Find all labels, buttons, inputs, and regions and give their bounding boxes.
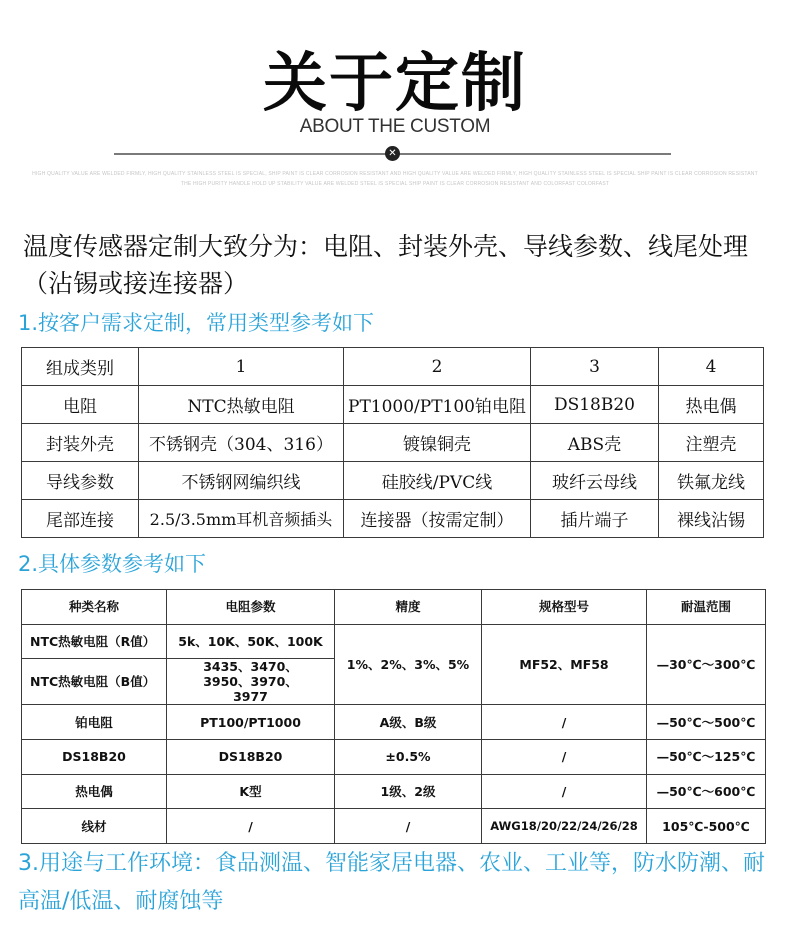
table-row — [22, 624, 766, 659]
customization-options-table — [21, 347, 764, 538]
column-header: 种类名称 — [22, 590, 167, 625]
table-cell: 2 — [344, 348, 531, 386]
table-cell: 3 — [531, 348, 659, 386]
table-cell: PT1000/PT100铂电阻 — [344, 386, 531, 424]
table-cell: 4 — [659, 348, 764, 386]
table-cell: 组成类别 — [22, 348, 139, 386]
table-header-row — [22, 590, 766, 625]
table-cell: DS18B20 — [22, 740, 167, 775]
table-cell: 镀镍铜壳 — [344, 424, 531, 462]
table-row — [22, 500, 764, 538]
column-header: 耐温范围 — [647, 590, 766, 625]
table-cell: AWG18/20/22/24/26/28 — [482, 809, 647, 844]
table-cell: / — [482, 740, 647, 775]
table-cell: 插片端子 — [531, 500, 659, 538]
table-cell: 不锈钢壳（304、316） — [139, 424, 344, 462]
table-cell: K型 — [167, 774, 335, 809]
section-heading-applications: 3.用途与工作环境：食品测温、智能家居电器、农业、工业等，防水防潮、耐高温/低温、耐腐蚀等 — [18, 851, 765, 914]
column-header: 电阻参数 — [167, 590, 335, 625]
intro-paragraph: 温度传感器定制大致分为：电阻、封装外壳、导线参数、线尾处理（沾锡或接连接器） — [23, 232, 749, 298]
table-cell: 硅胶线/PVC线 — [344, 462, 531, 500]
table-cell: 导线参数 — [22, 462, 139, 500]
table-cell: 线材 — [22, 809, 167, 844]
table-cell: 尾部连接 — [22, 500, 139, 538]
table-cell: 铁氟龙线 — [659, 462, 764, 500]
table-cell: 105℃-500℃ — [647, 809, 766, 844]
table-cell: PT100/PT1000 — [167, 705, 335, 740]
section-heading-parameters: 2.具体参数参考如下 — [18, 552, 207, 576]
table-row — [22, 774, 766, 809]
table-cell: NTC热敏电阻（B值） — [22, 659, 167, 705]
table-row — [22, 386, 764, 424]
table-cell: 1 — [139, 348, 344, 386]
table-cell: 热电偶 — [659, 386, 764, 424]
table-cell: / — [482, 774, 647, 809]
table-cell: 电阻 — [22, 386, 139, 424]
table-cell: —50℃～600℃ — [647, 774, 766, 809]
parameters-table — [21, 589, 766, 844]
table-cell: / — [335, 809, 482, 844]
table-row — [22, 809, 766, 844]
table-cell: 铂电阻 — [22, 705, 167, 740]
table-cell: NTC热敏电阻（R值） — [22, 624, 167, 659]
table-cell: / — [482, 705, 647, 740]
table-cell: 1级、2级 — [335, 774, 482, 809]
column-header: 精度 — [335, 590, 482, 625]
table-cell: 封装外壳 — [22, 424, 139, 462]
decorative-fine-print: HIGH QUALITY VALUE ARE WELDED FIRMLY, HIGH QUALITY STAINLESS STEEL IS SPECIAL, SHIP PAINT IS CLEAR CORROSION RESISTANT AND HIGH QUALITY VALUE ARE WELDED FIRMLY, HIGH QUALITY STAINLESS STEEL IS SPECIAL SHIP PAINT IS CLEAR CORROSION RESISTANT — [32, 171, 758, 177]
table-row — [22, 705, 766, 740]
table-cell: NTC热敏电阻 — [139, 386, 344, 424]
table-cell: 5k、10K、50K、100K — [167, 624, 335, 659]
page-subtitle: ABOUT THE CUSTOM — [299, 116, 491, 137]
table-cell: 3435、3470、3950、3970、3977 — [167, 659, 335, 705]
table-cell: 1%、2%、3%、5% — [335, 624, 482, 705]
table-cell: 裸线沾锡 — [659, 500, 764, 538]
table-cell: 不锈钢网编织线 — [139, 462, 344, 500]
table-row — [22, 740, 766, 775]
column-header: 规格型号 — [482, 590, 647, 625]
table-cell: 连接器（按需定制） — [344, 500, 531, 538]
decorative-fine-print: THE HIGH PURITY HANDLE HOLD UP STABILITY VALUE ARE WELDED STEEL IS SPECIAL SHIP PAINT IS CLEAR CORROSION RESISTANT AND COLORFAST COLORFAST — [180, 181, 610, 187]
table-row — [22, 462, 764, 500]
table-cell: 2.5/3.5mm耳机音频插头 — [139, 500, 344, 538]
table-header-row — [22, 348, 764, 386]
table-cell: —50℃～125℃ — [647, 740, 766, 775]
table-cell: —50℃～500℃ — [647, 705, 766, 740]
table-row — [22, 424, 764, 462]
table-cell: MF52、MF58 — [482, 624, 647, 705]
x-circle-icon: ✕ — [385, 146, 400, 161]
table-cell: ABS壳 — [531, 424, 659, 462]
table-cell: 玻纤云母线 — [531, 462, 659, 500]
table-cell: 热电偶 — [22, 774, 167, 809]
table-cell: DS18B20 — [167, 740, 335, 775]
table-cell: DS18B20 — [531, 386, 659, 424]
page-title: 关于定制 — [263, 47, 527, 121]
table-cell: ±0.5% — [335, 740, 482, 775]
table-cell: —30℃～300℃ — [647, 624, 766, 705]
table-cell: 注塑壳 — [659, 424, 764, 462]
table-cell: A级、B级 — [335, 705, 482, 740]
table-cell: / — [167, 809, 335, 844]
section-heading-customization: 1.按客户需求定制，常用类型参考如下 — [18, 311, 375, 335]
